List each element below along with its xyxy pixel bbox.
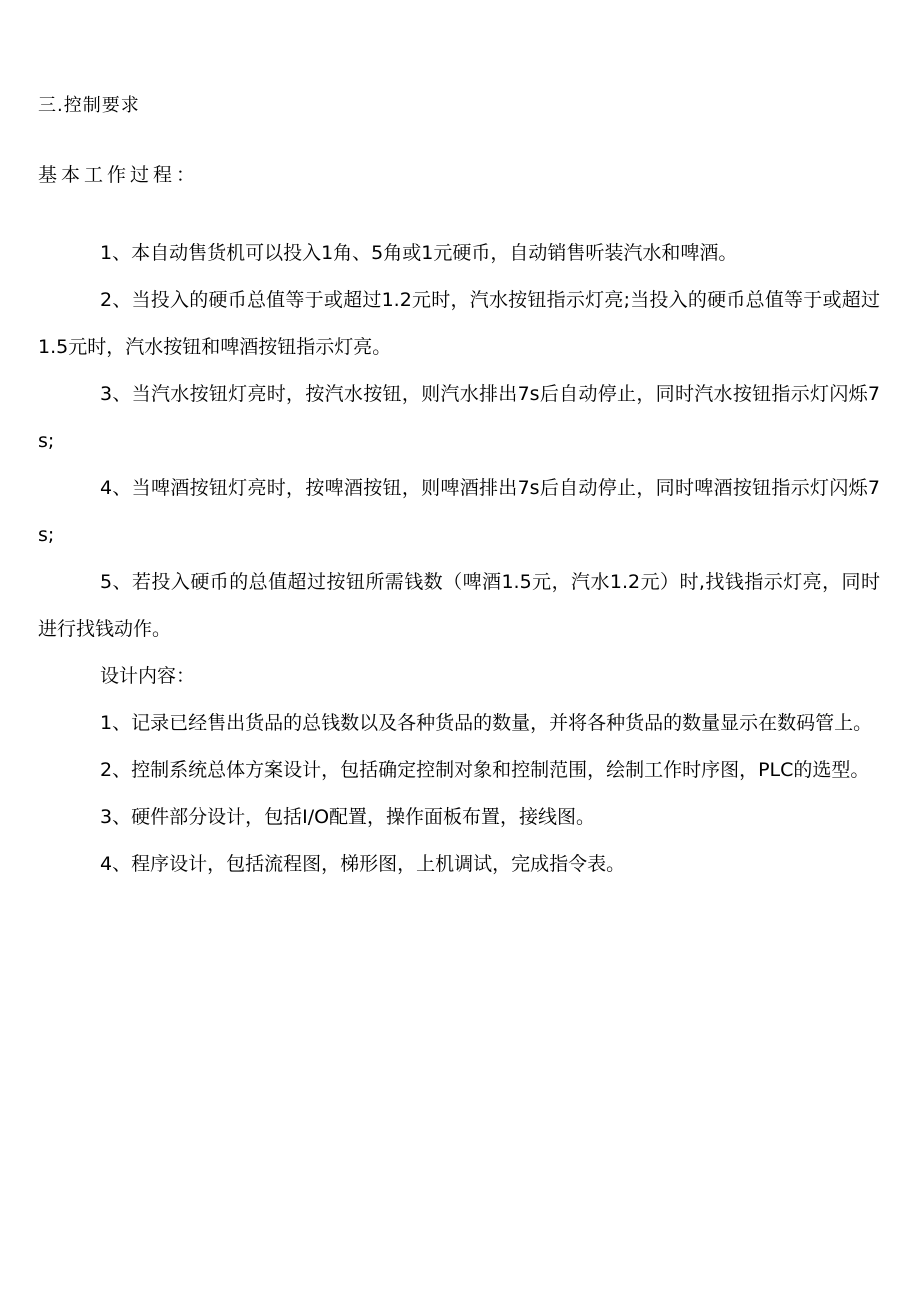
design-item-4: 4、程序设计，包括流程图，梯形图，上机调试，完成指令表。: [100, 853, 626, 875]
requirement-3: 3、当汽水按钮灯亮时，按汽水按钮，则汽水排出7s后自动停止，同时汽水按钮指示灯闪烁7s;: [38, 383, 880, 452]
subtitle: 基本工作过程：: [38, 164, 200, 186]
requirement-5: 5、若投入硬币的总值超过按钮所需钱数（啤酒1.5元，汽水1.2元）时,找钱指示灯亮，同时进行找钱动作。: [38, 571, 880, 640]
section-title: 三.控制要求: [38, 95, 140, 116]
requirement-1: 1、本自动售货机可以投入1角、5角或1元硬币，自动销售听装汽水和啤酒。: [100, 242, 738, 264]
design-item-2: 2、控制系统总体方案设计，包括确定控制对象和控制范围，绘制工作时序图，PLC的选型。: [100, 759, 870, 781]
body-text: [38, 230, 880, 888]
requirement-4: 4、当啤酒按钮灯亮时，按啤酒按钮，则啤酒排出7s后自动停止，同时啤酒按钮指示灯闪烁7s;: [38, 477, 880, 546]
design-item-3: 3、硬件部分设计，包括I/O配置，操作面板布置，接线图。: [100, 806, 596, 828]
requirement-2: 2、当投入的硬币总值等于或超过1.2元时，汽水按钮指示灯亮;当投入的硬币总值等于或超过1.5元时，汽水按钮和啤酒按钮指示灯亮。: [38, 289, 880, 358]
design-item-1: 1、记录已经售出货品的总钱数以及各种货品的数量，并将各种货品的数量显示在数码管上。: [100, 712, 873, 734]
design-content-heading: 设计内容：: [100, 665, 196, 687]
